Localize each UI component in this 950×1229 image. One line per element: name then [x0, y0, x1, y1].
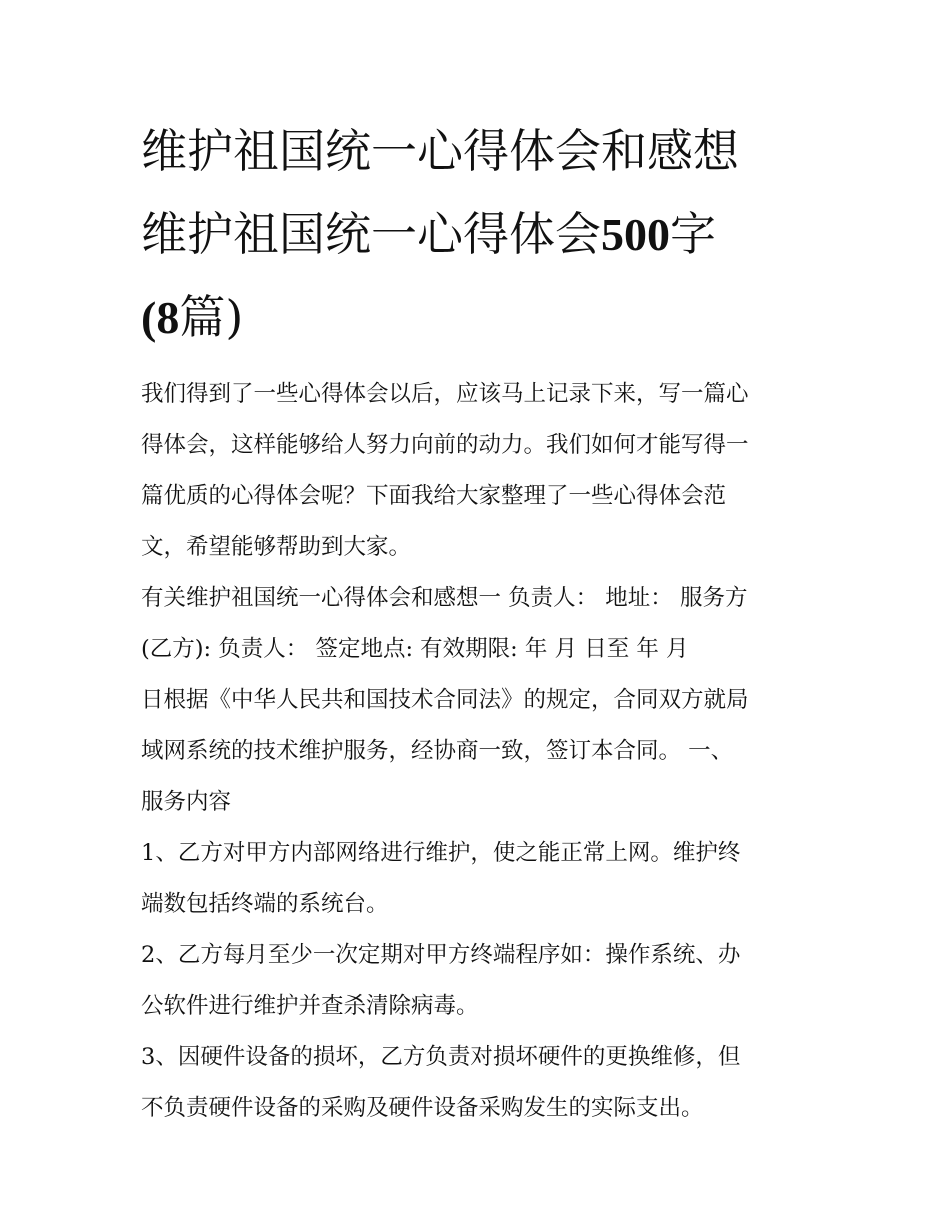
document-body — [141, 369, 821, 1134]
title-line-2-text: 维护祖国统一心得体会 — [141, 207, 601, 261]
title-line-1: 维护祖国统一心得体会和感想 — [141, 124, 739, 178]
title-line-3-suffix: 篇) — [179, 290, 244, 344]
title-line-2-suffix: 字 — [670, 207, 716, 261]
paragraph-line: 有关维护祖国统一心得体会和感想一 负责人： 地址： 服务方 — [141, 585, 748, 611]
paragraph-line: 篇优质的心得体会呢？下面我给大家整理了一些心得体会范 — [141, 483, 727, 509]
title-line-3 — [141, 276, 821, 359]
paragraph-line: 域网系统的技术维护服务，经协商一致，签订本合同。 一、 — [141, 738, 734, 764]
title-line-2-number: 500 — [601, 209, 670, 260]
paragraph-line: 2、乙方每月至少一次定期对甲方终端程序如：操作系统、办 — [141, 942, 741, 968]
paragraph-line: (乙方): 负责人： 签定地点: 有效期限: 年 月 日至 年 月 — [141, 636, 689, 662]
paragraph-intro — [141, 369, 821, 573]
paragraph-line: 日根据《中华人民共和国技术合同法》的规定，合同双方就局 — [141, 687, 749, 713]
paragraph-line: 1、乙方对甲方内部网络进行维护，使之能正常上网。维护终 — [141, 840, 741, 866]
paragraph-line: 不负责硬件设备的采购及硬件设备采购发生的实际支出。 — [141, 1095, 704, 1121]
paragraph-line: 3、因硬件设备的损坏，乙方负责对损坏硬件的更换维修，但 — [141, 1044, 741, 1070]
title-line-3-number: (8 — [141, 292, 180, 343]
document-title — [141, 110, 821, 359]
paragraph-line: 端数包括终端的系统台。 — [141, 891, 389, 917]
paragraph-line: 服务内容 — [141, 789, 232, 815]
paragraph-line: 我们得到了一些心得体会以后，应该马上记录下来，写一篇心 — [141, 381, 749, 407]
paragraph-item-2 — [141, 930, 821, 1032]
document-page — [141, 110, 821, 1134]
paragraph-item-1 — [141, 828, 821, 930]
paragraph-item-3 — [141, 1032, 821, 1134]
paragraph-contract — [141, 573, 821, 828]
paragraph-line: 公软件进行维护并查杀清除病毒。 — [141, 993, 479, 1019]
title-line-2 — [141, 193, 821, 276]
paragraph-line: 文，希望能够帮助到大家。 — [141, 534, 412, 560]
paragraph-line: 得体会，这样能够给人努力向前的动力。我们如何才能写得一 — [141, 432, 749, 458]
